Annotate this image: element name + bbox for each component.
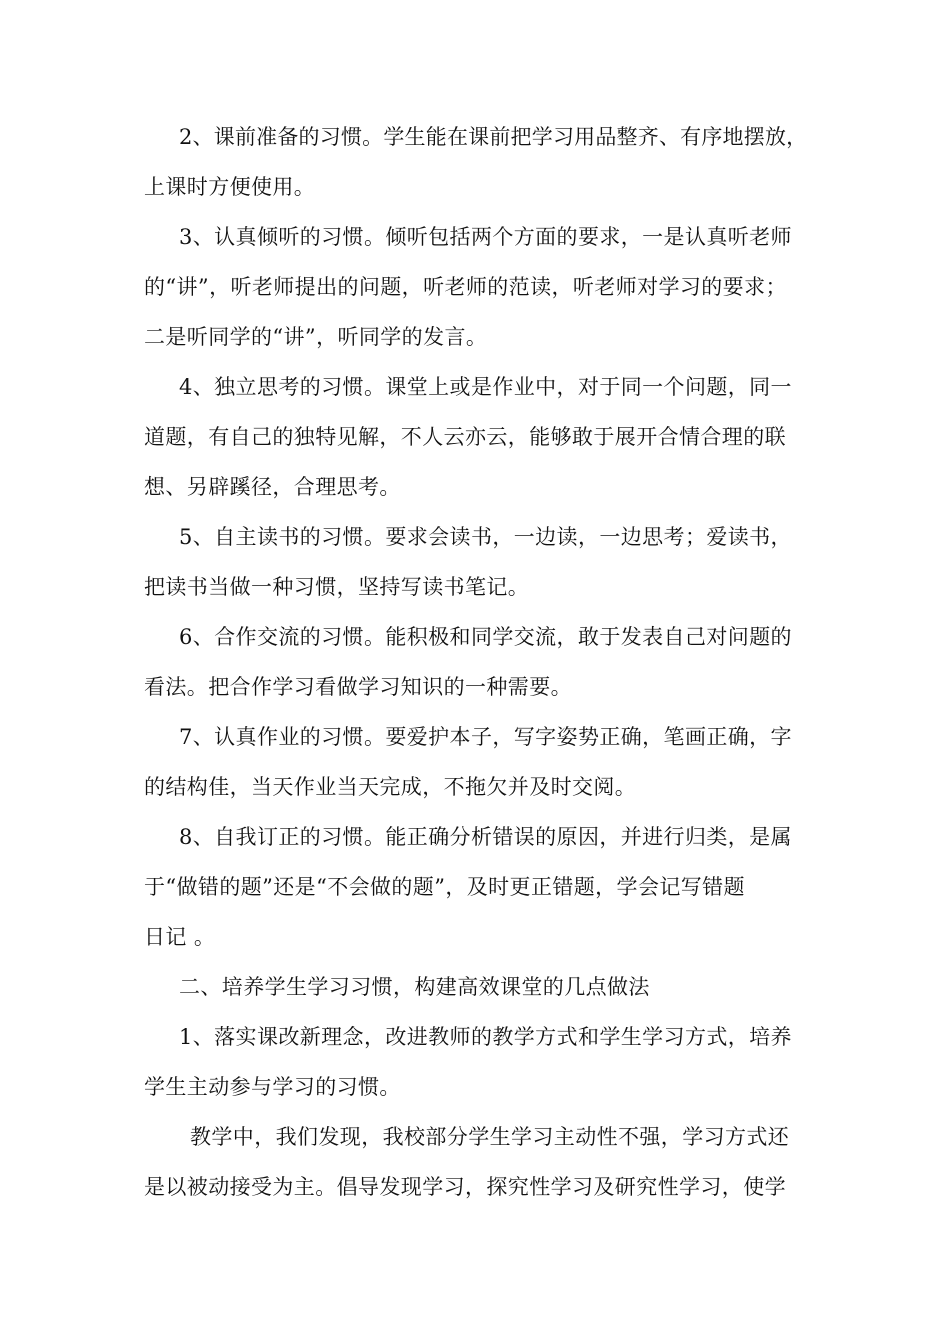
section-heading: 二、培养学生学习习惯，构建高效课堂的几点做法 (179, 975, 650, 999)
body-paragraph-line-2: 是以被动接受为主。倡导发现学习，探究性学习及研究性学习，使学 (144, 1175, 786, 1199)
section-item-1-line-2: 学生主动参与学习的习惯。 (144, 1075, 401, 1099)
paragraph-7-line-1: 7、认真作业的习惯。要爱护本子，写字姿势正确，笔画正确，字 (179, 725, 792, 749)
paragraph-8-line-2: 于“做错的题”还是“不会做的题”，及时更正错题，学会记写错题 (144, 875, 745, 899)
paragraph-2-line-2: 上课时方便使用。 (144, 175, 316, 199)
paragraph-6-line-2: 看法。把合作学习看做学习知识的一种需要。 (144, 675, 572, 699)
paragraph-2-line-1: 2、课前准备的习惯。学生能在课前把学习用品整齐、有序地摆放， (179, 125, 808, 149)
paragraph-5-line-2: 把读书当做一种习惯，坚持写读书笔记。 (144, 575, 530, 599)
paragraph-7-line-2: 的结构佳，当天作业当天完成，不拖欠并及时交阅。 (144, 775, 637, 799)
paragraph-8-line-1: 8、自我订正的习惯。能正确分析错误的原因，并进行归类，是属 (179, 825, 792, 849)
paragraph-6-line-1: 6、合作交流的习惯。能积极和同学交流，敢于发表自己对问题的 (179, 625, 792, 649)
paragraph-3-line-3: 二是听同学的“讲”，听同学的发言。 (144, 325, 488, 349)
paragraph-3-line-2: 的“讲”，听老师提出的问题，听老师的范读，听老师对学习的要求； (144, 275, 787, 299)
paragraph-4-line-1: 4、独立思考的习惯。课堂上或是作业中，对于同一个问题，同一 (179, 375, 792, 399)
paragraph-4-line-3: 想、另辟蹊径，合理思考。 (144, 475, 401, 499)
paragraph-8-line-3: 日记 。 (144, 925, 216, 949)
body-paragraph-line-1: 教学中，我们发现，我校部分学生学习主动性不强，学习方式还 (190, 1125, 790, 1149)
paragraph-3-line-1: 3、认真倾听的习惯。倾听包括两个方面的要求，一是认真听老师 (179, 225, 792, 249)
section-item-1-line-1: 1、落实课改新理念，改进教师的教学方式和学生学习方式，培养 (179, 1025, 792, 1049)
paragraph-5-line-1: 5、自主读书的习惯。要求会读书，一边读，一边思考；爱读书， (179, 525, 792, 549)
paragraph-4-line-2: 道题，有自己的独特见解，不人云亦云，能够敢于展开合情合理的联 (144, 425, 786, 449)
